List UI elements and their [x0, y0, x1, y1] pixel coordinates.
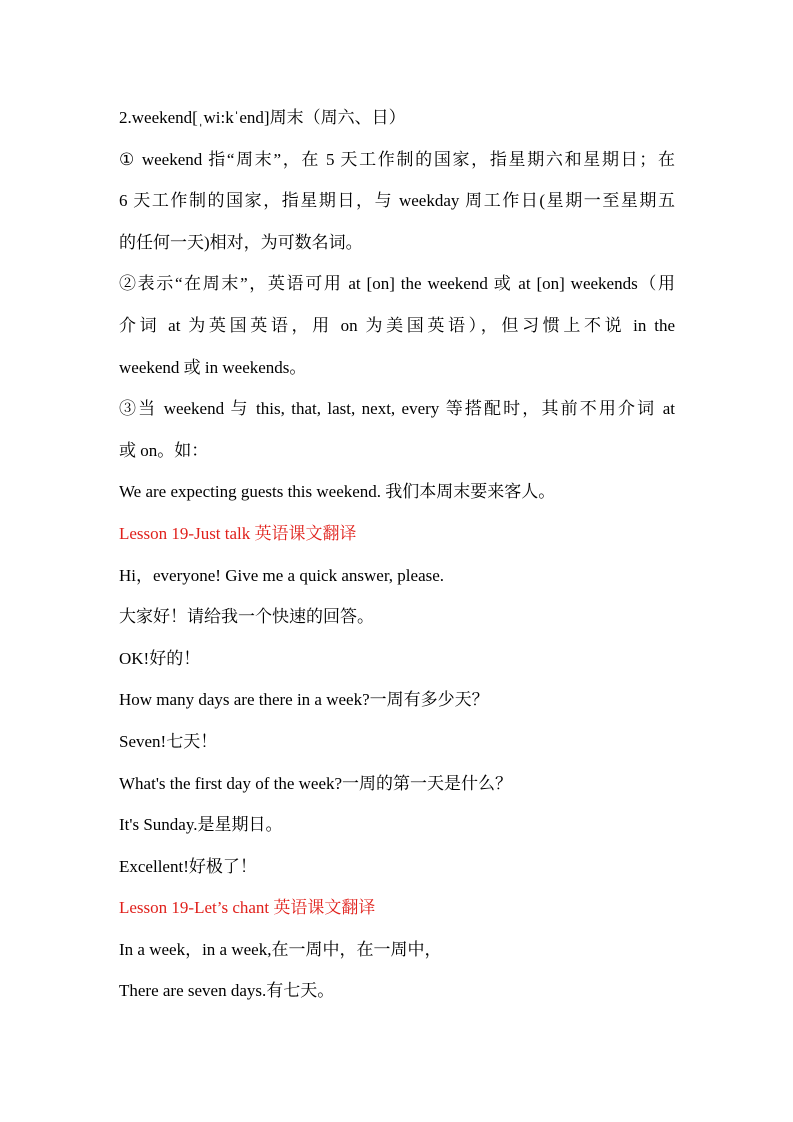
vocab-note-3-line-1: ③当 weekend 与 this, that, last, next, every 等搭配时，其前不用介词 at — [119, 399, 675, 419]
vocab-title: 2.weekend[ˌwi:kˈend]周末（周六、日） — [119, 108, 406, 127]
vocab-note-1-line-1: ① weekend 指“周末”，在 5 天工作制的国家，指星期六和星期日；在 — [119, 149, 675, 169]
vocab-note-2-line-2: 介词 at 为英国英语，用 on 为美国英语），但习惯上不说 in the — [119, 315, 675, 335]
lets-chant-heading: Lesson 19-Let’s chant 英语课文翻译 — [119, 898, 376, 918]
vocab-example-sentence: We are expecting guests this weekend. 我们本周末要来客人。 — [119, 482, 556, 502]
talk-line: OK!好的！ — [119, 648, 201, 668]
just-talk-heading: Lesson 19-Just talk 英语课文翻译 — [119, 523, 357, 543]
talk-line: How many days are there in a week?一周有多少天？ — [119, 690, 489, 710]
vocab-note-1-line-3: 的任何一天)相对，为可数名词。 — [119, 232, 363, 252]
document-page — [119, 97, 675, 1012]
vocab-note-2-line-1: ②表示“在周末”，英语可用 at [on] the weekend 或 at [on] weekends（用 — [119, 274, 675, 294]
talk-line: Hi，everyone! Give me a quick answer, please. — [119, 565, 445, 585]
vocab-note-1-line-2: 6 天工作制的国家，指星期日，与 weekday 周工作日(星期一至星期五 — [119, 191, 675, 211]
talk-line: What's the first day of the week?一周的第一天是什么？ — [119, 773, 513, 793]
vocab-note-3-line-2: 或 on。如： — [119, 440, 209, 460]
talk-line: 大家好！请给我一个快速的回答。 — [119, 607, 374, 627]
talk-line: Seven!七天！ — [119, 731, 218, 751]
vocab-note-2-line-3: weekend 或 in weekends。 — [119, 357, 307, 377]
talk-line: Excellent!好极了！ — [119, 856, 257, 876]
talk-line: It's Sunday.是星期日。 — [119, 815, 283, 835]
chant-line: There are seven days.有七天。 — [119, 981, 335, 1001]
chant-line: In a week，in a week,在一周中，在一周中， — [119, 939, 442, 959]
